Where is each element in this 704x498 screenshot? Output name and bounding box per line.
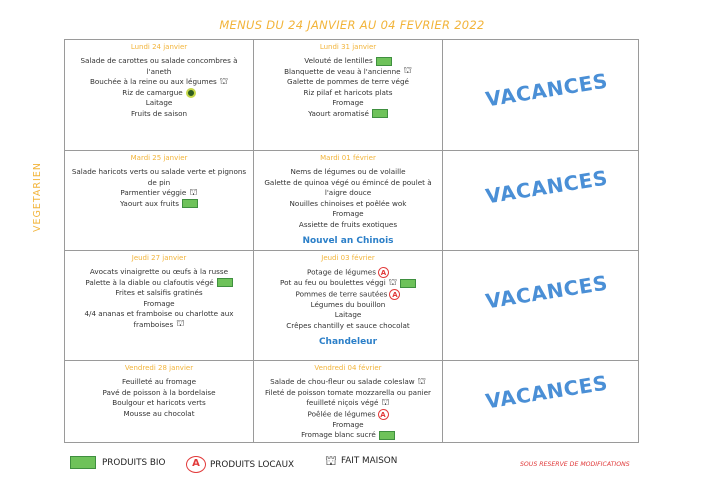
day-date: Mardi 25 janvier <box>130 154 188 162</box>
menu-day-cell <box>260 361 436 444</box>
menu-item-text: Frites et salsifis gratinés <box>115 288 203 297</box>
menu-item <box>71 398 247 409</box>
menu-item-text: Laitage <box>334 310 362 319</box>
menu-item-text: Avocats vinaigrette ou œufs à la russe <box>89 267 229 276</box>
menu-day-cell <box>260 40 436 150</box>
menu-item-text: Nouilles chinoises et poêlée wok <box>289 198 407 208</box>
grid-divider <box>253 40 254 442</box>
menu-item-text: Pot au feu ou boulettes véggi <box>280 278 386 287</box>
menu-item-text: Fruits de saison <box>130 108 188 118</box>
menu-item <box>260 220 436 231</box>
menu-item <box>71 299 247 310</box>
menu-item-text: Pavé de poisson à la bordelaise <box>102 387 216 397</box>
menu-day-cell <box>71 251 247 360</box>
day-date: Lundi 31 janvier <box>319 43 377 51</box>
home-icon: ⛫ <box>325 453 337 469</box>
menu-item <box>260 178 436 199</box>
menu-item-text: Palette à la diable ou clafoutis végé <box>85 277 214 287</box>
menu-item-text: Yaourt aux fruits <box>120 198 179 208</box>
menu-item-text: Mousse au chocolat <box>123 408 195 418</box>
menu-item <box>260 278 436 289</box>
bio-icon <box>376 57 392 66</box>
local-icon: A <box>186 456 206 473</box>
menu-item <box>71 77 247 88</box>
menu-item-text: Bouchée à la reine ou aux légumes <box>89 77 217 86</box>
day-date: Mardi 01 février <box>320 154 376 162</box>
menu-item-text: 4/4 ananas et framboise ou charlotte aux framboises <box>84 309 234 329</box>
menu-item <box>260 56 436 67</box>
vacances-label: VACANCES <box>483 68 610 112</box>
menu-item-text: Potage de légumes <box>307 267 376 277</box>
menu-item <box>260 300 436 311</box>
menu-item <box>260 310 436 321</box>
menu-item <box>71 167 247 188</box>
footnote: SOUS RESERVE DE MODIFICATIONS <box>520 461 630 468</box>
menu-item-text: Laitage <box>145 98 173 107</box>
menu-item <box>71 377 247 388</box>
menu-item <box>260 289 436 300</box>
menu-item <box>260 98 436 109</box>
event-label: Nouvel an Chinois <box>302 236 394 246</box>
menu-item <box>71 109 247 120</box>
eco-label-icon <box>186 88 196 98</box>
menu-item <box>260 267 436 278</box>
vegetarien-label: VEGETARIEN <box>32 162 43 233</box>
event-label: Chandeleur <box>318 337 378 347</box>
legend-local-label: PRODUITS LOCAUX <box>210 459 295 470</box>
menu-day-cell <box>260 251 436 360</box>
menu-item-text: Riz de camargue <box>122 87 183 97</box>
menu-item <box>71 288 247 299</box>
menu-item-text: Fromage <box>143 298 175 308</box>
menu-item-text: Salade de carottes ou salade concombres à l'aneth <box>80 56 238 76</box>
vacances-label: VACANCES <box>483 270 610 314</box>
menu-item <box>71 199 247 210</box>
menu-item-text: Légumes du bouillon <box>310 299 386 309</box>
menu-item-text: Fromage <box>332 98 364 107</box>
menu-item <box>260 199 436 210</box>
menu-item <box>260 409 436 420</box>
menu-item <box>260 88 436 99</box>
menu-item-text: Salade haricots verts ou salade verte et pignons de pin <box>71 167 247 187</box>
menu-item <box>260 167 436 178</box>
vacances-label: VACANCES <box>483 165 610 209</box>
menu-item-text: Yaourt aromatisé <box>308 108 369 118</box>
grid-divider <box>442 40 443 442</box>
menu-item-text: Parmentier véggie <box>120 188 187 197</box>
menu-day-cell <box>260 151 436 250</box>
menu-item-text: Galette de quinoa végé ou émincé de poulet à l'aigre douce <box>264 177 432 197</box>
day-date: Jeudi 27 janvier <box>131 254 187 262</box>
home-icon: ⛫ <box>219 76 229 87</box>
menu-item <box>260 209 436 220</box>
menu-day-cell <box>71 40 247 150</box>
menu-item-text: Blanquette de veau à l'ancienne <box>284 66 401 76</box>
legend-bio-label: PRODUITS BIO <box>102 457 166 468</box>
menu-day-cell <box>71 361 247 444</box>
legend-local <box>186 456 294 473</box>
menu-item-text: Velouté de lentilles <box>304 56 373 65</box>
day-date: Vendredi 28 janvier <box>124 364 194 372</box>
legend-bio <box>70 456 165 469</box>
bio-icon <box>70 456 96 469</box>
menu-item <box>71 267 247 278</box>
local-icon: A <box>378 267 389 278</box>
menu-item-text: Nems de légumes ou de volaille <box>290 167 406 176</box>
menu-item <box>260 321 436 332</box>
menu-item <box>71 278 247 289</box>
vacances-label: VACANCES <box>483 370 610 414</box>
home-icon: ⛫ <box>417 376 426 387</box>
menu-item-text: Fromage <box>332 209 364 218</box>
menu-item-text: Boulgour et haricots verts <box>112 398 206 407</box>
menu-item <box>260 420 436 431</box>
menu-item-text: Fileté de poisson tomate mozzarella ou panier feuilleté niçois végé <box>264 387 432 407</box>
menu-item-text: Crêpes chantilly et sauce chocolat <box>286 320 410 330</box>
home-icon: ⛫ <box>176 319 185 329</box>
home-icon: ⛫ <box>381 397 390 408</box>
menu-item-text: Pommes de terre sautées <box>295 289 388 298</box>
menu-item-text: Fromage blanc sucré <box>301 430 376 439</box>
bio-icon <box>379 431 395 440</box>
menu-item <box>71 98 247 109</box>
day-date: Jeudi 03 février <box>321 254 375 262</box>
menu-item <box>71 56 247 77</box>
menu-item-text: Fromage <box>332 419 364 429</box>
menu-item <box>71 309 247 330</box>
menu-day-cell <box>71 151 247 250</box>
menu-item <box>71 188 247 199</box>
menu-item-text: Galette de pommes de terre végé <box>287 77 409 86</box>
menu-item <box>71 388 247 399</box>
menu-item-text: Salade de chou-fleur ou salade coleslaw <box>270 377 415 386</box>
menu-item <box>260 77 436 88</box>
local-icon: A <box>378 409 389 420</box>
home-icon: ⛫ <box>189 187 198 198</box>
legend-home-label: FAIT MAISON <box>340 456 398 466</box>
menu-item <box>71 88 247 99</box>
menu-item <box>260 67 436 78</box>
menu-item <box>71 409 247 420</box>
legend-home <box>325 453 398 469</box>
menu-item-text: Poêlée de légumes <box>307 409 376 418</box>
page-title: MENUS DU 24 JANVIER AU 04 FEVRIER 2022 <box>219 18 485 32</box>
menu-item <box>260 377 436 388</box>
bio-icon <box>400 279 416 288</box>
bio-icon <box>217 278 233 287</box>
home-icon: ⛫ <box>388 277 397 288</box>
day-date: Vendredi 04 février <box>314 364 382 372</box>
menu-item-text: Feuilleté au fromage <box>121 377 196 386</box>
bio-icon <box>372 109 388 118</box>
menu-grid <box>64 39 639 443</box>
menu-item <box>260 430 436 441</box>
menu-item-text: Riz pilaf et haricots plats <box>303 87 393 97</box>
bio-icon <box>182 199 198 208</box>
menu-item <box>260 109 436 120</box>
menu-item <box>260 388 436 409</box>
home-icon: ⛫ <box>403 66 412 76</box>
local-icon: A <box>389 289 400 300</box>
menu-item-text: Assiette de fruits exotiques <box>298 219 398 229</box>
day-date: Lundi 24 janvier <box>130 43 188 51</box>
